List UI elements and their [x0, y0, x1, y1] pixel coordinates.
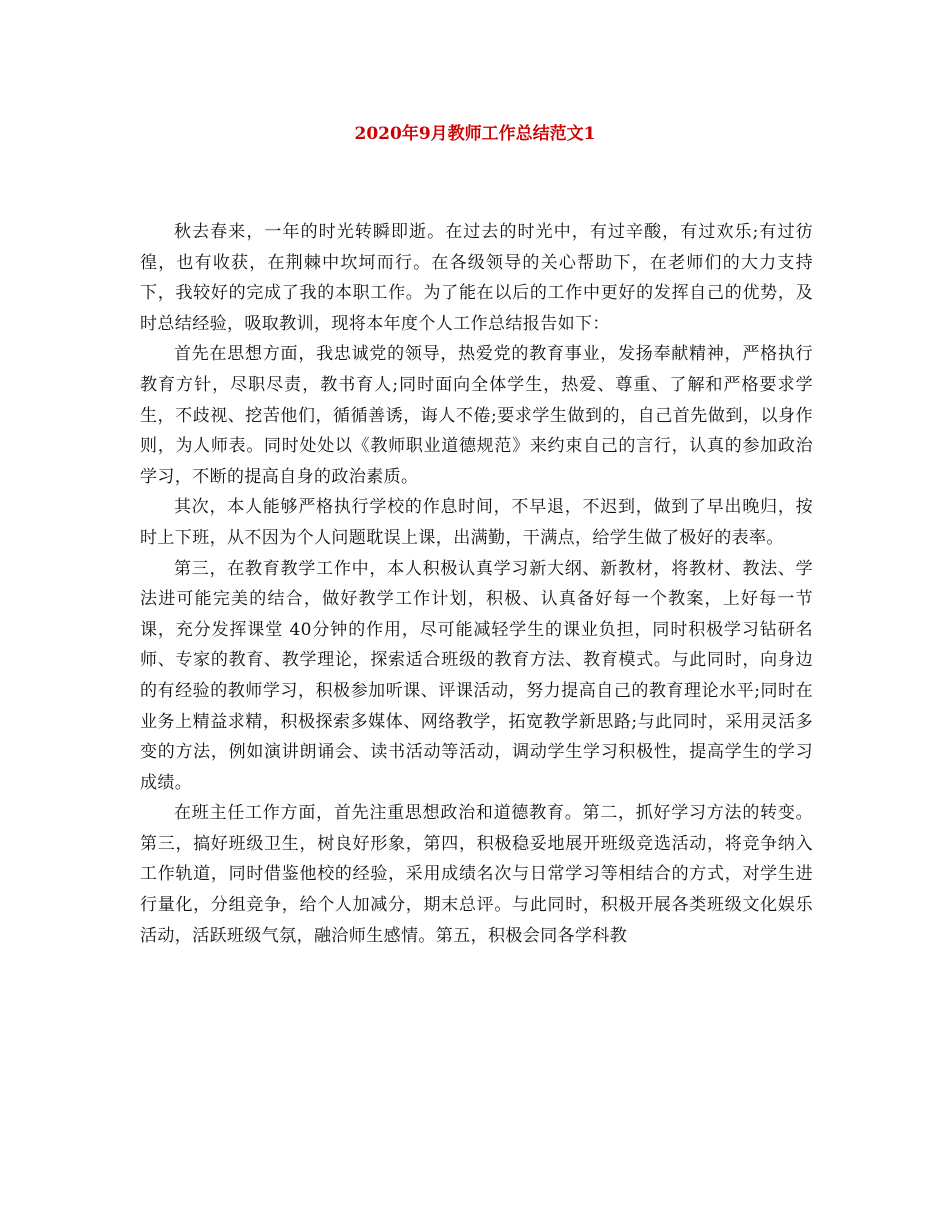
paragraph-class-management: 在班主任工作方面，首先注重思想政治和道德教育。第二，抓好学习方法的转变。第三，搞好班级卫生，树良好形象，第四，积极稳妥地展开班级竞选活动，将竞争纳入工作轨道，同时借鉴他校的经验，采用成绩名次与日常学习等相结合的方式，对学生进行量化，分组竞争，给个人加减分，期末总评。与此同时，积极开展各类班级文化娱乐活动，活跃班级气氛，融洽师生感情。第五，积极会同各学科教 — [140, 803, 813, 946]
document-title: 2020年9月教师工作总结范文1 — [354, 124, 596, 144]
paragraph-ideology: 首先在思想方面，我忠诚党的领导，热爱党的教育事业，发扬奉献精神，严格执行教育方针，尽职尽责，教书育人;同时面向全体学生，热爱、尊重、了解和严格要求学生，不歧视、挖苦他们，循循善诱，诲人不倦;要求学生做到的，自己首先做到，以身作则，为人师表。同时处处以《教师职业道德规范》来约束自己的言行，认真的参加政治学习，不断的提高自身的政治素质。 — [140, 344, 813, 487]
paragraph-attendance: 其次，本人能够严格执行学校的作息时间，不早退，不迟到，做到了早出晚归，按时上下班，从不因为个人问题耽误上课，出满勤，干满点，给学生做了极好的表率。 — [140, 497, 813, 548]
paragraph-teaching: 第三，在教育教学工作中，本人积极认真学习新大纲、新教材，将教材、教法、学法进可能完美的结合，做好教学工作计划，积极、认真备好每一个教案，上好每一节课，充分发挥课堂 40分钟的作用，尽可能减轻学生的课业负担，同时积极学习钻研名师、专家的教育、教学理论，探索适合班级的教育方法、教育模式。与此同时，向身边的有经验的教师学习，积极参加听课、评课活动，努力提高自己的教育理论水平;同时在业务上精益求精，积极探索多媒体、网络教学，拓宽教学新思路;与此同时，采用灵活多变的方法，例如演讲朗诵会、读书活动等活动，调动学生学习积极性，提高学生的学习成绩。 — [140, 558, 813, 793]
document-body — [140, 217, 813, 951]
paragraph-intro: 秋去春来，一年的时光转瞬即逝。在过去的时光中，有过辛酸，有过欢乐;有过彷徨，也有收获，在荆棘中坎坷而行。在各级领导的关心帮助下，在老师们的大力支持下，我较好的完成了我的本职工作。为了能在以后的工作中更好的发挥自己的优势，及时总结经验，吸取教训，现将本年度个人工作总结报告如下： — [140, 222, 813, 334]
